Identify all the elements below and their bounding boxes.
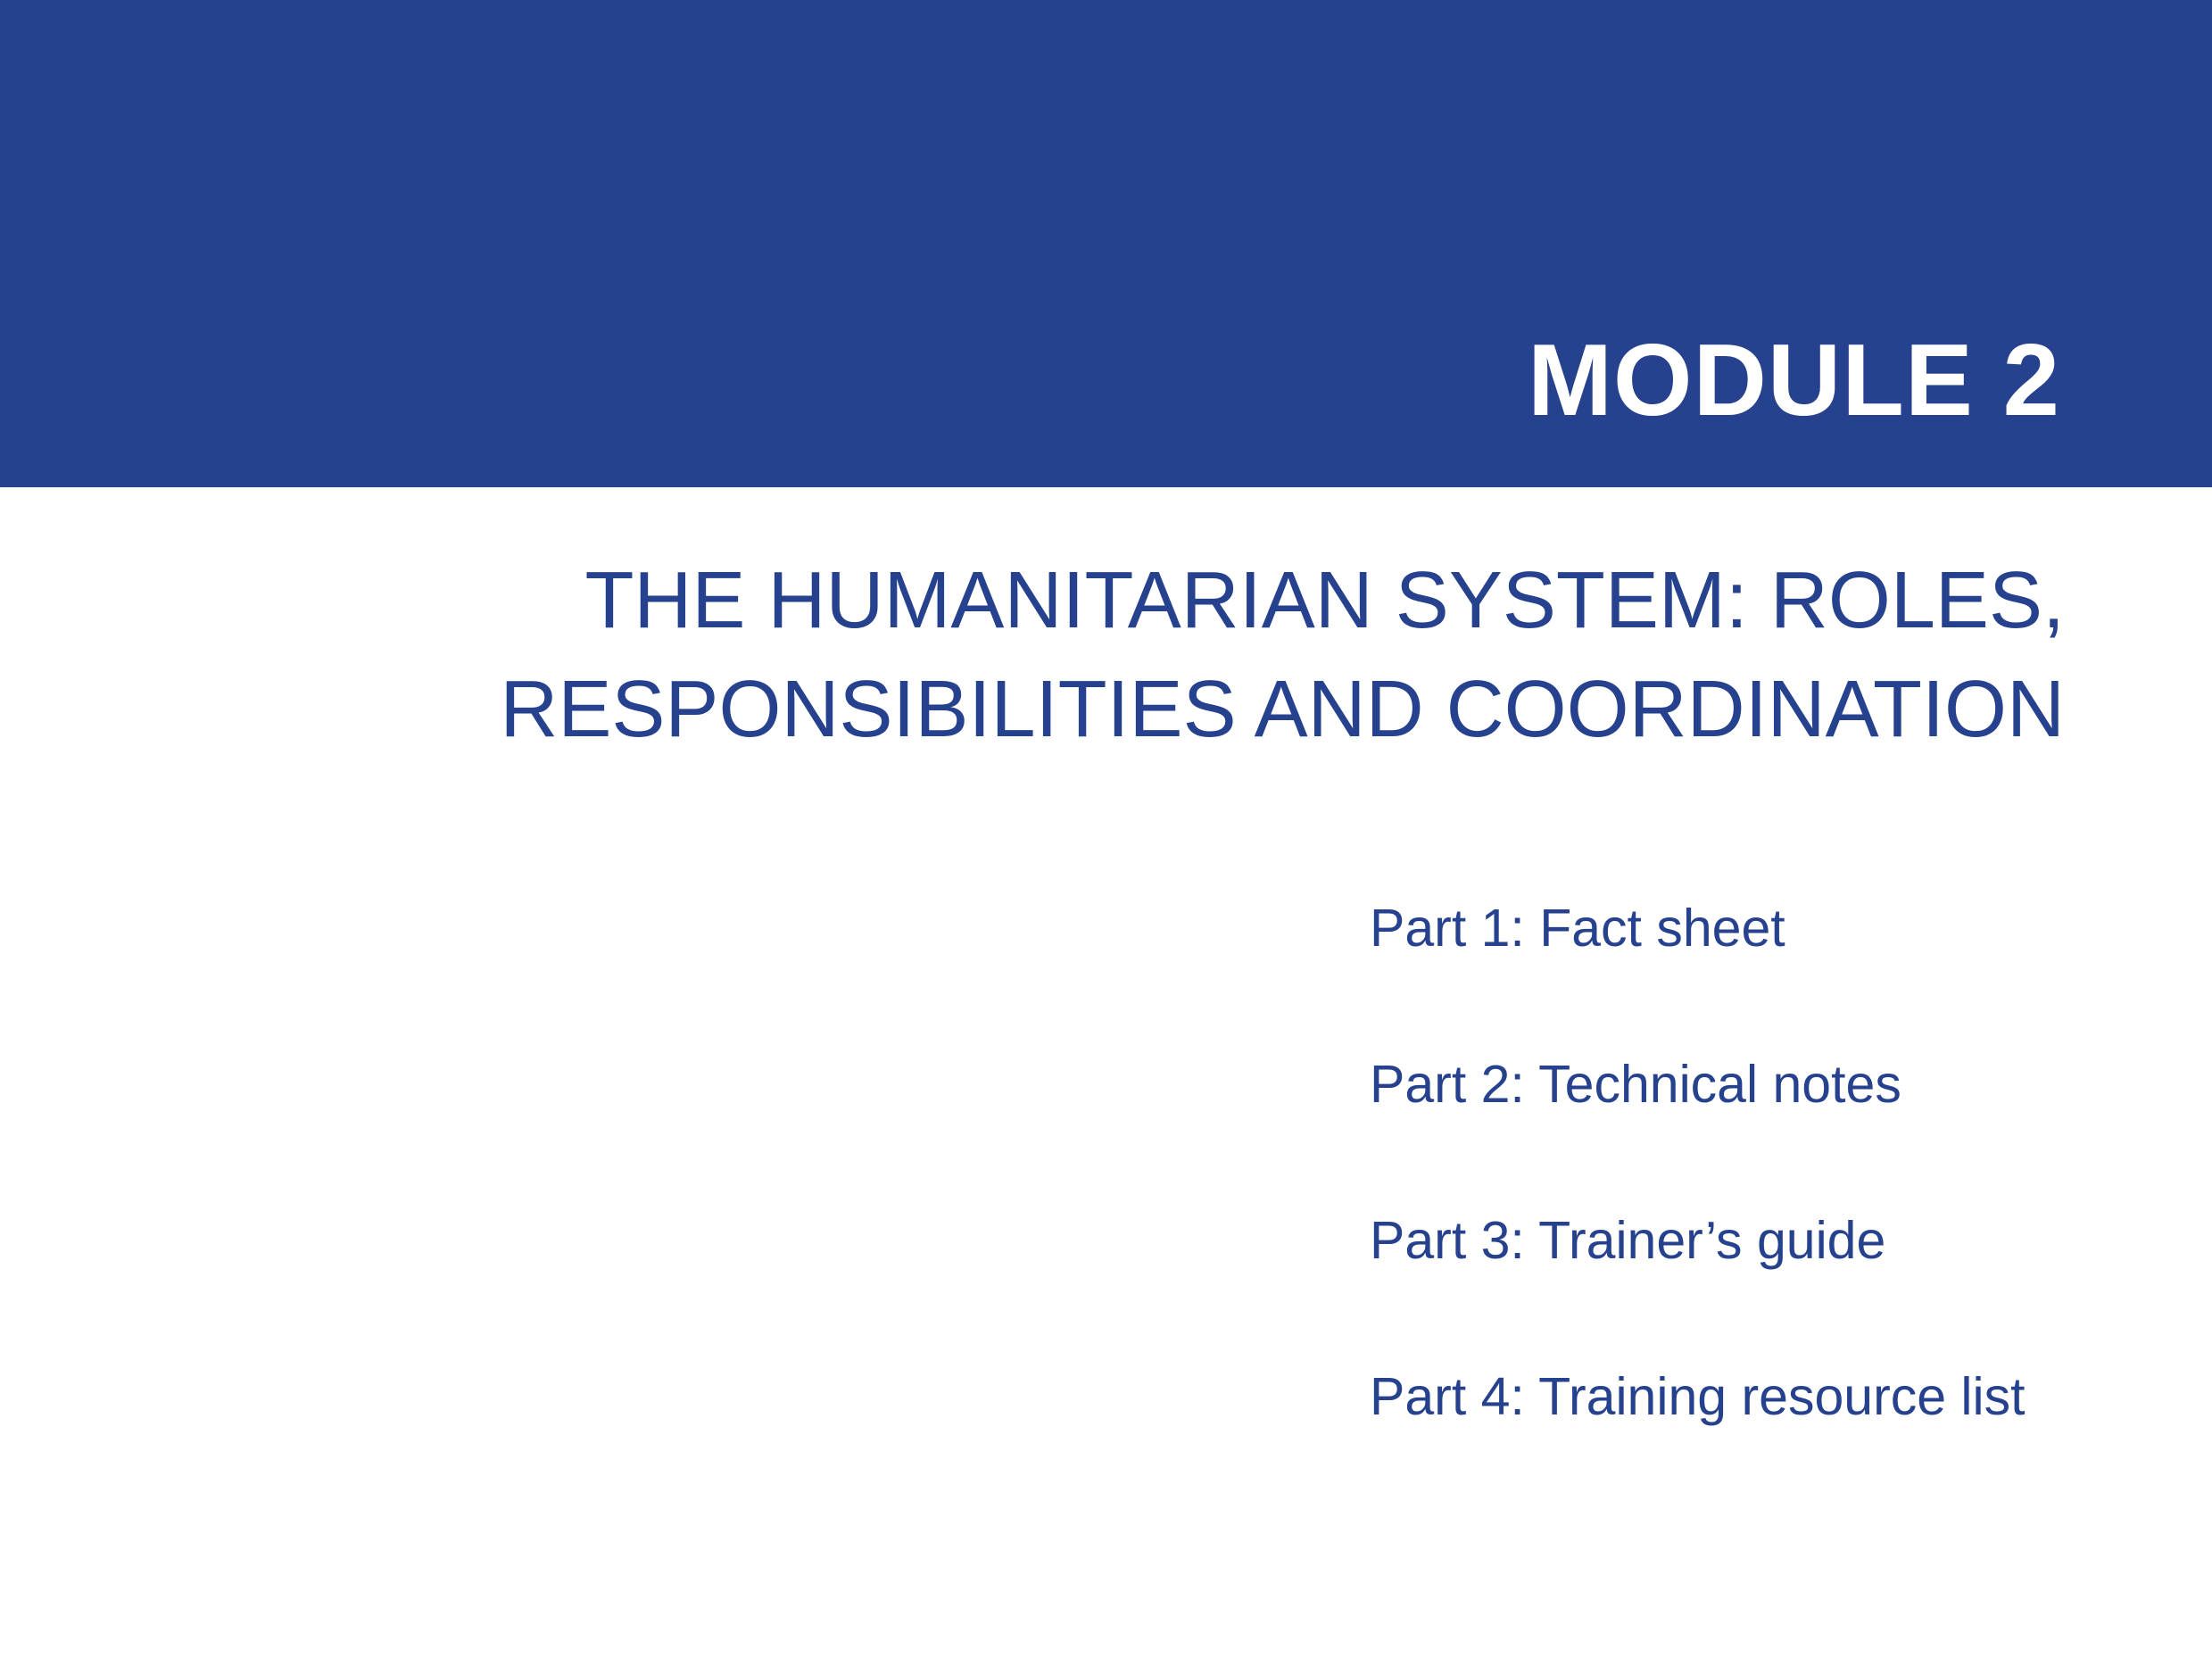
part-2-item: Part 2: Technical notes [1370, 1055, 1901, 1114]
document-title [500, 546, 2065, 764]
header-banner [0, 0, 2212, 487]
module-label: MODULE 2 [1527, 324, 2060, 437]
title-line-2: RESPONSIBILITIES AND COORDINATION [500, 665, 2065, 754]
parts-list [1370, 897, 2026, 1428]
title-line-1: THE HUMANITARIAN SYSTEM: ROLES, [584, 556, 2065, 645]
part-1-item: Part 1: Fact sheet [1370, 899, 1785, 958]
part-3-item: Part 3: Trainer’s guide [1370, 1211, 1886, 1270]
part-4-item: Part 4: Training resource list [1370, 1367, 2026, 1426]
